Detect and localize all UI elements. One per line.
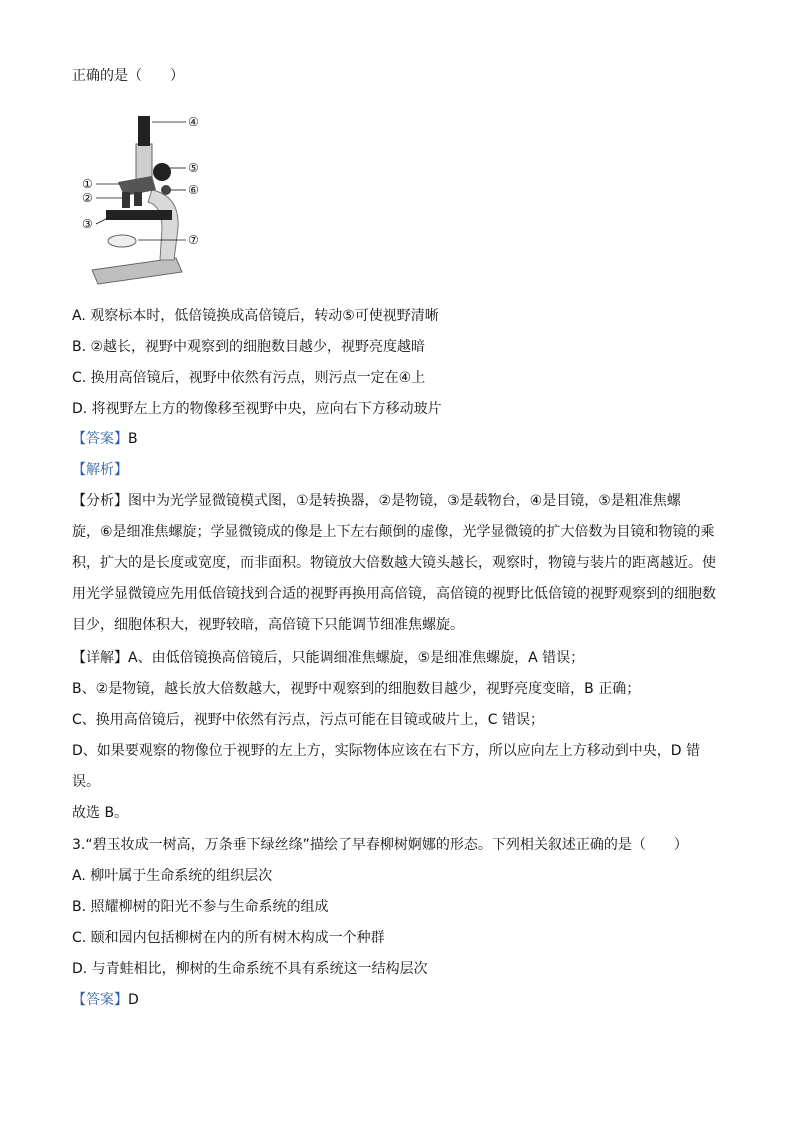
analysis-text: 图中为光学显微镜模式图，①是转换器，②是物镜，③是载物台，④是目镜，⑤是粗准焦螺: [128, 493, 681, 509]
label-coarse-knob: ⑤: [188, 161, 199, 175]
option-d: D. 将视野左上方的物像移至视野中央，应向右下方移动玻片: [72, 401, 442, 417]
microscope-stage: [106, 210, 172, 220]
microscope-figure: [78, 110, 218, 290]
q3-option-a: A. 柳叶属于生命系统的组织层次: [72, 868, 273, 884]
label-nosepiece: ①: [82, 177, 93, 191]
analysis-label-text: 【解析】: [72, 462, 128, 478]
label-stage: ③: [82, 217, 93, 231]
microscope-arm: [148, 190, 178, 260]
microscope-eyepiece: [138, 116, 150, 146]
q3-answer-row: [72, 990, 139, 1010]
option-a: A. 观察标本时，低倍镜换成高倍镜后，转动⑤可使视野清晰: [72, 308, 439, 324]
detail-conclusion: 故选 B。: [72, 805, 129, 821]
analysis-line: 旋，⑥是细准焦螺旋；学显微镜成的像是上下左右颠倒的虚像，光学显微镜的扩大倍数为目镜和物镜的乘: [72, 524, 715, 540]
label-objective: ②: [82, 191, 93, 205]
microscope-fine-knob: [161, 185, 171, 195]
analysis-line: 积，扩大的是长度或宽度，而非面积。物镜放大倍数越大镜头越长，观察时，物镜与装片的距离越近。使: [72, 555, 716, 571]
detail-line: D、如果要观察的物像位于视野的左上方，实际物体应该在右下方，所以应向左上方移动到中央，D 错: [72, 743, 701, 759]
microscope-coarse-knob: [153, 163, 171, 181]
answer-value: B: [128, 431, 138, 447]
analysis-head: 【分析】: [72, 493, 128, 509]
option-c: C. 换用高倍镜后，视野中依然有污点，则污点一定在④上: [72, 370, 426, 386]
detail-line: B、②是物镜，越长放大倍数越大，视野中观察到的细胞数目越少，视野亮度变暗，B 正确；: [72, 681, 641, 697]
label-mirror: ⑦: [188, 233, 199, 247]
microscope-mirror: [108, 235, 136, 247]
microscope-objective: [122, 192, 130, 208]
detail-line: C、换用高倍镜后，视野中依然有污点，污点可能在目镜或破片上，C 错误；: [72, 712, 544, 728]
label-eyepiece: ④: [188, 115, 199, 129]
label-fine-knob: ⑥: [188, 183, 199, 197]
analysis-line: 目少，细胞体积大，视野较暗，高倍镜下只能调节细准焦螺旋。: [72, 617, 464, 633]
q3-answer-label: 【答案】: [72, 992, 128, 1008]
q3-option-c: C. 颐和园内包括柳树在内的所有树木构成一个种群: [72, 930, 385, 946]
analysis-line: [72, 491, 681, 511]
microscope-objective: [134, 192, 142, 206]
option-b: B. ②越长，视野中观察到的细胞数目越少，视野亮度越暗: [72, 339, 426, 355]
question3-stem: 3.“碧玉妆成一树高，万条垂下绿丝绦”描绘了早春柳树婀娜的形态。下列相关叙述正确的是（ ）: [72, 837, 688, 853]
analysis-line: 用光学显微镜应先用低倍镜找到合适的视野再换用高倍镜，高倍镜的视野比低倍镜的视野观察到的细胞数: [72, 586, 716, 602]
q3-answer-value: D: [128, 992, 139, 1008]
q3-option-b: B. 照耀柳树的阳光不参与生命系统的组成: [72, 899, 329, 915]
detail-head: 【详解】: [72, 650, 128, 666]
answer-label: 【答案】: [72, 431, 128, 447]
answer-row: [72, 429, 138, 449]
detail-text: A、由低倍镜换高倍镜后，只能调细准焦螺旋，⑤是细准焦螺旋，A 错误；: [128, 650, 585, 666]
question-intro: 正确的是（ ）: [72, 68, 184, 84]
microscope-base: [92, 258, 182, 284]
q3-option-d: D. 与青蛙相比，柳树的生命系统不具有系统这一结构层次: [72, 961, 428, 977]
detail-line: 误。: [72, 774, 100, 790]
detail-line: [72, 648, 584, 668]
analysis-label: [72, 460, 128, 480]
